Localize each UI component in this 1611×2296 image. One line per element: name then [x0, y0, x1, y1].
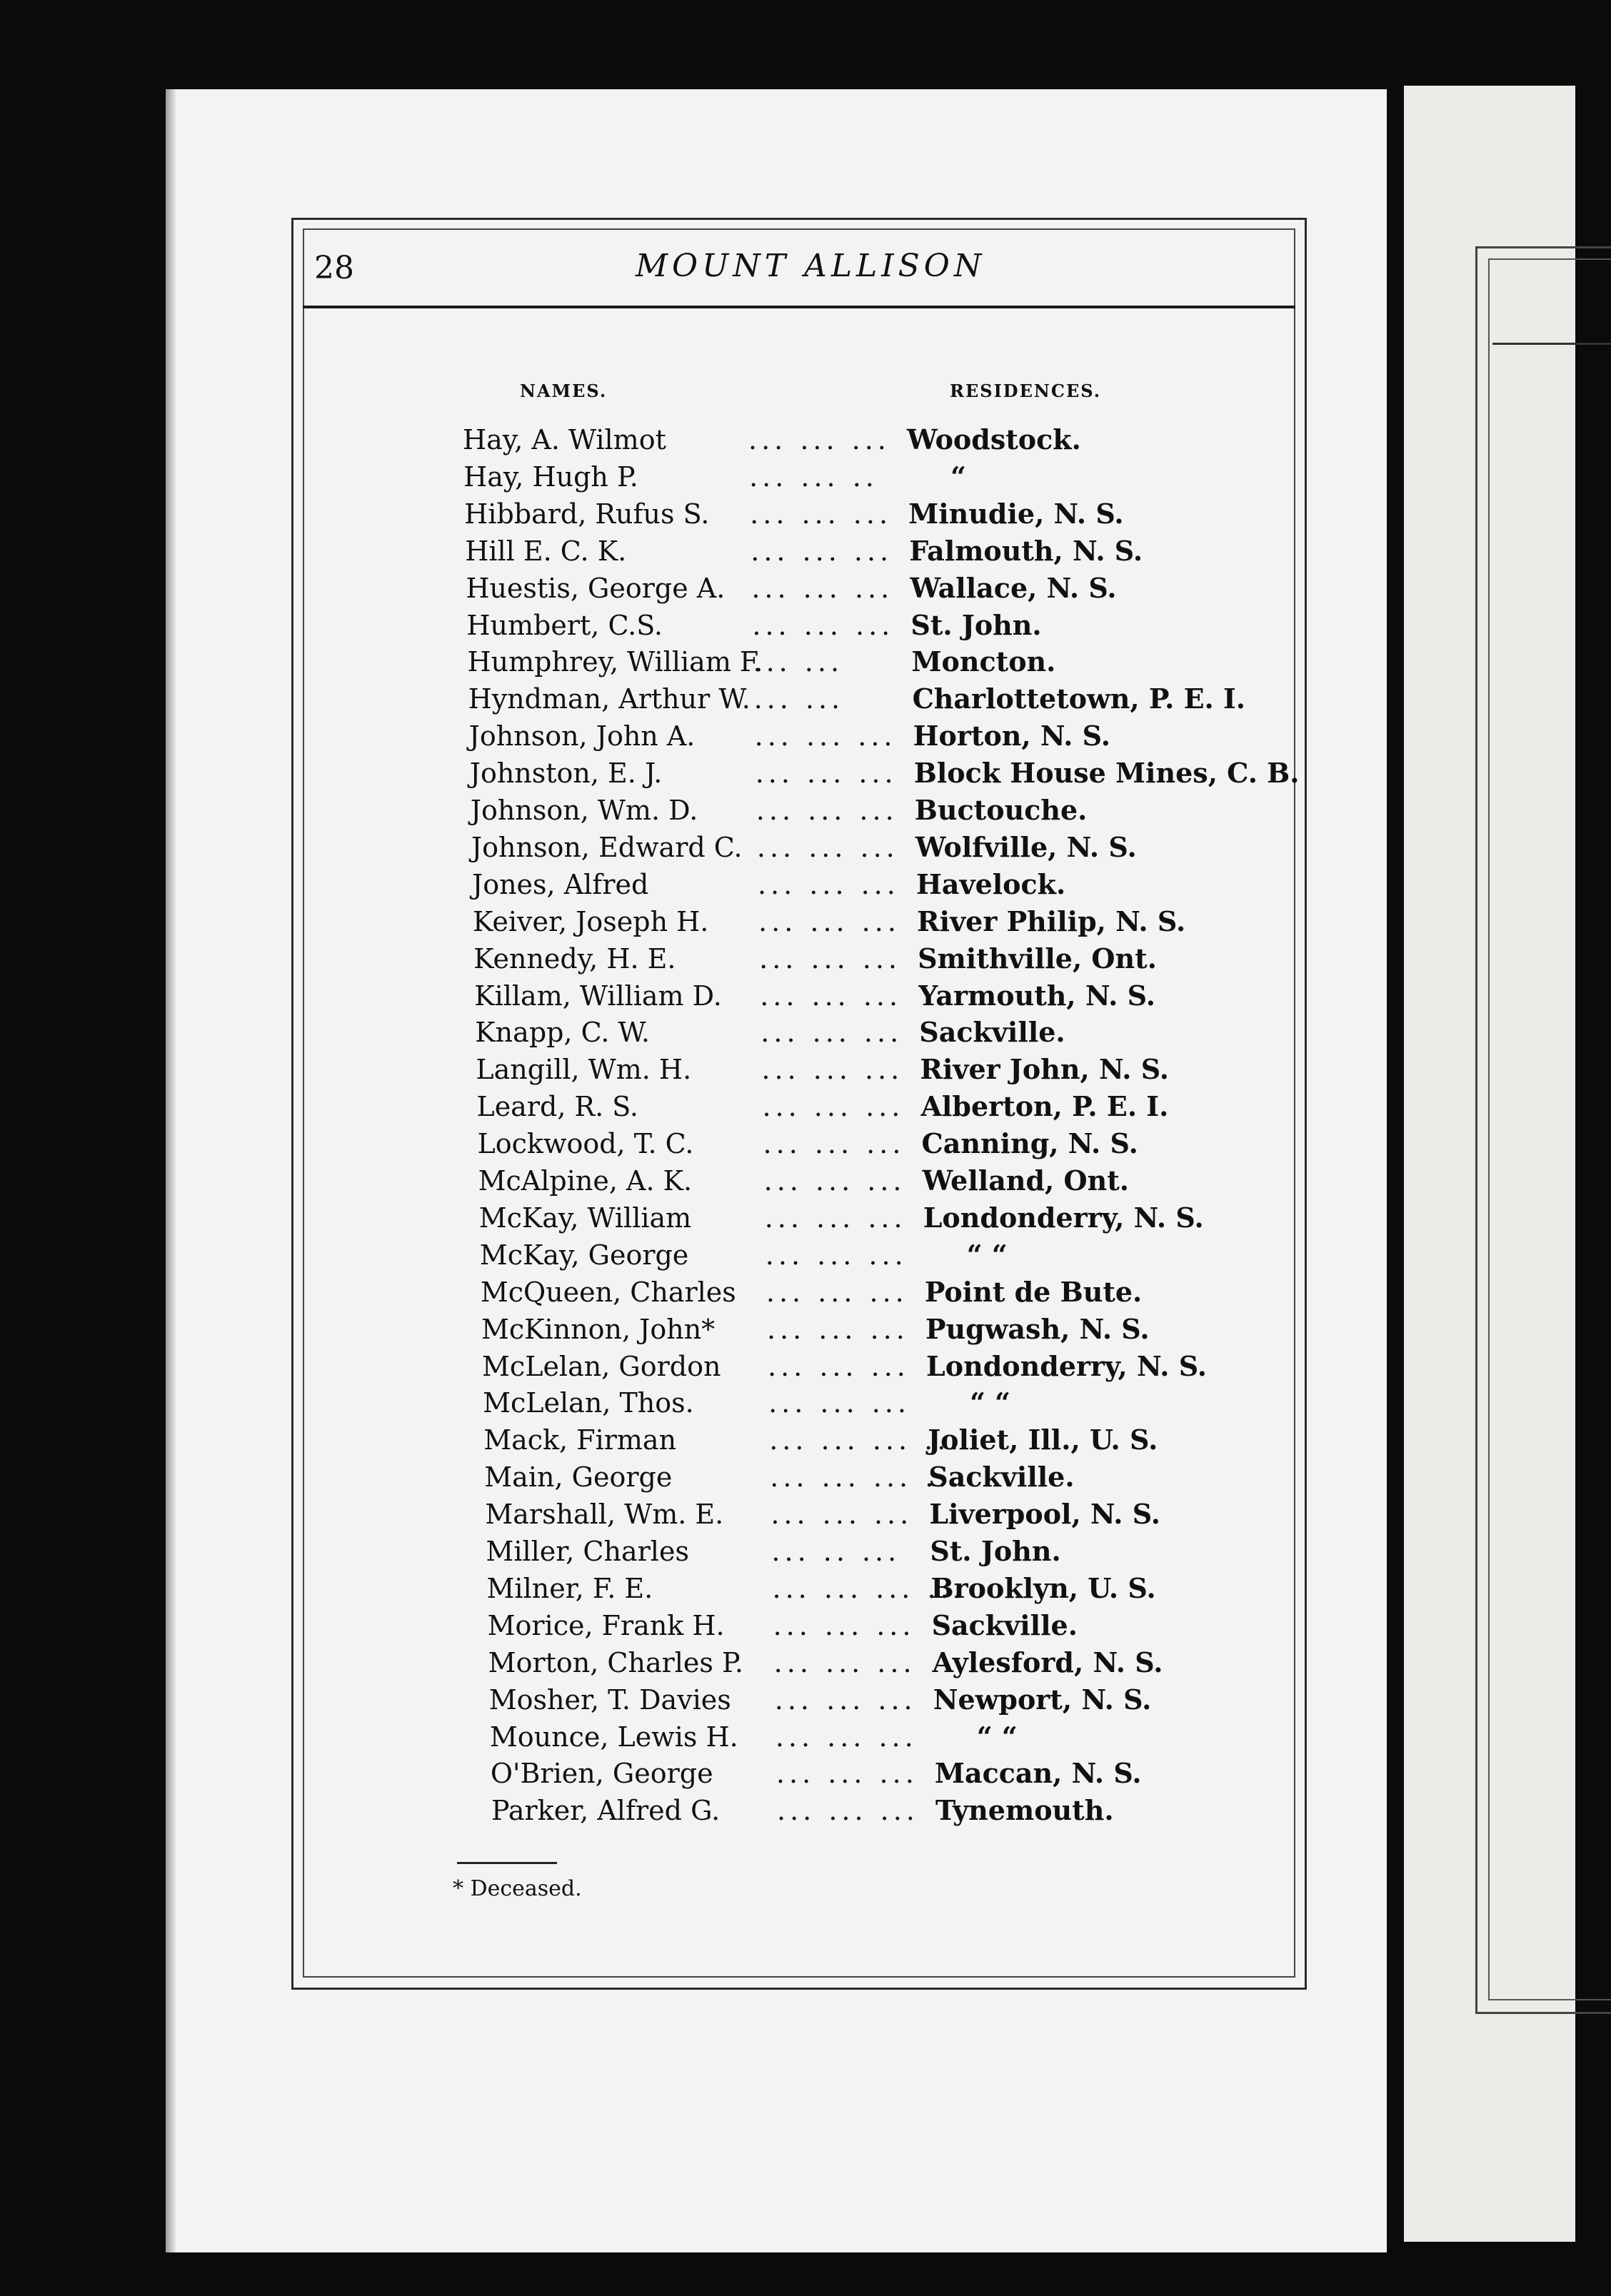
- entry-residence: Londonderry, N. S.: [923, 1201, 1204, 1234]
- entry-residence: Pugwash, N. S.: [925, 1312, 1150, 1345]
- dot-leader: ... ... ...: [758, 905, 900, 937]
- dot-leader: ... ... ...: [774, 1683, 917, 1716]
- entry-name: Johnson, Edward C.: [471, 831, 743, 863]
- entry-name: Johnson, Wm. D.: [470, 795, 698, 826]
- dot-leader: ... ... ...: [751, 572, 894, 604]
- entry-residence: Moncton.: [911, 645, 1056, 678]
- entry-name: Humphrey, William F.: [467, 646, 763, 678]
- entry-name: Hibbard, Rufus S.: [464, 498, 710, 530]
- dot-leader: ... ... ...: [775, 1721, 918, 1753]
- entry-residence: River John, N. S.: [920, 1053, 1170, 1086]
- entry-residence: Welland, Ont.: [922, 1164, 1130, 1197]
- names-column-header: NAMES.: [520, 381, 608, 401]
- entry-residence: Londonderry, N. S.: [926, 1349, 1208, 1382]
- dot-leader: ... ... ...: [751, 535, 893, 567]
- entry-residence: St. John.: [910, 608, 1042, 641]
- entry-residence: River Philip, N. S.: [917, 905, 1186, 937]
- entry-residence: Point de Bute.: [924, 1275, 1143, 1308]
- entry-residence: Aylesford, N. S.: [932, 1646, 1163, 1678]
- entry-name: Morice, Frank H.: [487, 1609, 725, 1641]
- entry-residence: Havelock.: [915, 867, 1066, 900]
- entry-residence: Wolfville, N. S.: [915, 830, 1137, 863]
- entry-residence: Sackville.: [919, 1016, 1065, 1049]
- entry-residence: Liverpool, N. S.: [929, 1498, 1161, 1531]
- entry-residence: Minudie, N. S.: [908, 497, 1124, 530]
- entry-residence: Wallace, N. S.: [910, 571, 1117, 604]
- entry-name: Mosher, T. Davies: [488, 1683, 731, 1716]
- dot-leader: ... ... ...: [761, 1054, 904, 1086]
- footnote: * Deceased.: [453, 1876, 582, 1901]
- entry-name: Langill, Wm. H.: [476, 1054, 692, 1086]
- entry-residence: Sackville.: [928, 1461, 1075, 1494]
- entry-name: McAlpine, A. K.: [478, 1165, 693, 1197]
- entry-residence: Joliet, Ill., U. S.: [928, 1424, 1158, 1456]
- dot-leader: ... ... ...: [763, 1128, 905, 1160]
- entry-name: Mack, Firman: [483, 1424, 677, 1456]
- entry-name: Miller, Charles: [486, 1536, 689, 1567]
- dot-leader: ... ... ...: [773, 1609, 915, 1641]
- page-number: 28: [314, 250, 354, 286]
- entry-name: McQueen, Charles: [480, 1276, 736, 1308]
- entry-name: Milner, F. E.: [486, 1572, 653, 1604]
- header-rule: [303, 306, 1295, 308]
- entry-name: Lockwood, T. C.: [477, 1128, 694, 1160]
- entry-residence: “ “: [976, 1720, 1018, 1753]
- entry-name: McLelan, Gordon: [482, 1350, 721, 1382]
- dot-leader: ... ... ...: [766, 1276, 908, 1308]
- entry-residence: “: [950, 460, 966, 493]
- dot-leader: ... ...: [753, 683, 845, 715]
- dot-leader: ... ... ... ...: [772, 1572, 966, 1604]
- entry-residence: Buctouche.: [914, 794, 1088, 826]
- entry-residence: Woodstock.: [907, 423, 1081, 455]
- dot-leader: ... ... ...: [760, 980, 903, 1012]
- entry-name: Mounce, Lewis H.: [489, 1721, 738, 1753]
- entry-name: McKinnon, John*: [481, 1313, 716, 1345]
- entry-name: Parker, Alfred G.: [491, 1795, 721, 1827]
- facing-page-header-rule: [1492, 343, 1611, 345]
- entry-name: Leard, R. S.: [476, 1091, 639, 1123]
- entry-name: McKay, William: [478, 1202, 692, 1234]
- dot-leader: ... ... ...: [761, 1017, 903, 1049]
- entry-name: O'Brien, George: [490, 1758, 713, 1790]
- dot-leader: ... ... ...: [777, 1795, 919, 1827]
- dot-leader: ... ... ...: [756, 795, 898, 826]
- entry-name: Marshall, Wm. E.: [485, 1499, 724, 1531]
- entry-name: Killam, William D.: [474, 980, 722, 1012]
- entry-residence: Tynemouth.: [935, 1794, 1114, 1827]
- entry-residence: Horton, N. S.: [913, 720, 1110, 752]
- dot-leader: ... ... ...: [765, 1239, 908, 1271]
- entry-name: Hyndman, Arthur W.: [468, 683, 751, 715]
- dot-leader: ... ... ...: [759, 942, 901, 975]
- footnote-rule: [457, 1862, 557, 1864]
- dot-leader: ... ... ...: [755, 757, 898, 790]
- entry-residence: “ “: [970, 1386, 1011, 1419]
- dot-leader: ... ... ...: [748, 424, 890, 455]
- entry-residence: “ “: [966, 1238, 1008, 1271]
- dot-leader: ... ... ...: [764, 1202, 907, 1234]
- entry-name: Hill E. C. K.: [465, 535, 627, 567]
- entry-name: McKay, George: [479, 1239, 689, 1271]
- entry-name: McLelan, Thos.: [483, 1387, 694, 1419]
- dot-leader: ... .. ...: [771, 1536, 901, 1567]
- entry-name: Kennedy, H. E.: [473, 942, 676, 975]
- entry-residence: Brooklyn, U. S.: [930, 1571, 1156, 1604]
- entry-name: Hay, Hugh P.: [463, 460, 638, 493]
- entry-name: Huestis, George A.: [466, 572, 726, 604]
- entry-residence: Yarmouth, N. S.: [918, 979, 1155, 1012]
- entry-residence: Maccan, N. S.: [934, 1757, 1142, 1790]
- dot-leader: ... ... ...: [763, 1165, 906, 1197]
- residences-column-header: RESIDENCES.: [950, 381, 1102, 401]
- entry-name: Keiver, Joseph H.: [473, 905, 709, 937]
- entry-residence: Sackville.: [931, 1608, 1078, 1641]
- entry-residence: Smithville, Ont.: [918, 942, 1157, 975]
- entry-residence: Canning, N. S.: [921, 1127, 1138, 1160]
- dot-leader: ... ...: [753, 646, 844, 678]
- entry-name: Johnston, E. J.: [469, 757, 663, 790]
- dot-leader: ... ... ...: [757, 868, 900, 900]
- entry-name: Hay, A. Wilmot: [463, 424, 666, 455]
- facing-page-inner-border: [1488, 258, 1611, 2000]
- entry-name: Morton, Charles P.: [488, 1646, 743, 1678]
- entry-name: Knapp, C. W.: [475, 1017, 650, 1049]
- dot-leader: ... ... ..: [749, 460, 878, 493]
- running-title: MOUNT ALLISON: [636, 248, 986, 284]
- dot-leader: ... ... ... ...: [769, 1424, 963, 1456]
- dot-leader: ... ... ...: [768, 1350, 910, 1382]
- entry-residence: Falmouth, N. S.: [909, 534, 1143, 567]
- entry-name: Humbert, C.S.: [466, 609, 663, 641]
- dot-leader: ... ... ...: [754, 720, 897, 752]
- entry-residence: Block House Mines, C. B.: [913, 757, 1300, 790]
- dot-leader: ... ... ...: [756, 831, 899, 863]
- entry-residence: Alberton, P. E. I.: [920, 1090, 1169, 1123]
- page-edge-shadow: [166, 89, 176, 2252]
- dot-leader: ... ... ...: [752, 609, 895, 641]
- entry-name: Johnson, John A.: [468, 720, 696, 752]
- dot-leader: ... ... ...: [773, 1646, 916, 1678]
- dot-leader: ... ... ...: [768, 1387, 910, 1419]
- dot-leader: ... ... ...: [776, 1758, 918, 1790]
- dot-leader: ... ... ...: [762, 1091, 905, 1123]
- dot-leader: ... ... ...: [771, 1499, 913, 1531]
- entry-residence: Charlottetown, P. E. I.: [912, 683, 1246, 715]
- entry-residence: Newport, N. S.: [933, 1683, 1152, 1716]
- entry-residence: St. John.: [930, 1535, 1061, 1567]
- dot-leader: ... ... ... ...: [770, 1461, 964, 1494]
- entry-name: Main, George: [484, 1461, 673, 1494]
- dot-leader: ... ... ...: [750, 498, 893, 530]
- dot-leader: ... ... ...: [766, 1313, 909, 1345]
- entry-name: Jones, Alfred: [471, 868, 649, 900]
